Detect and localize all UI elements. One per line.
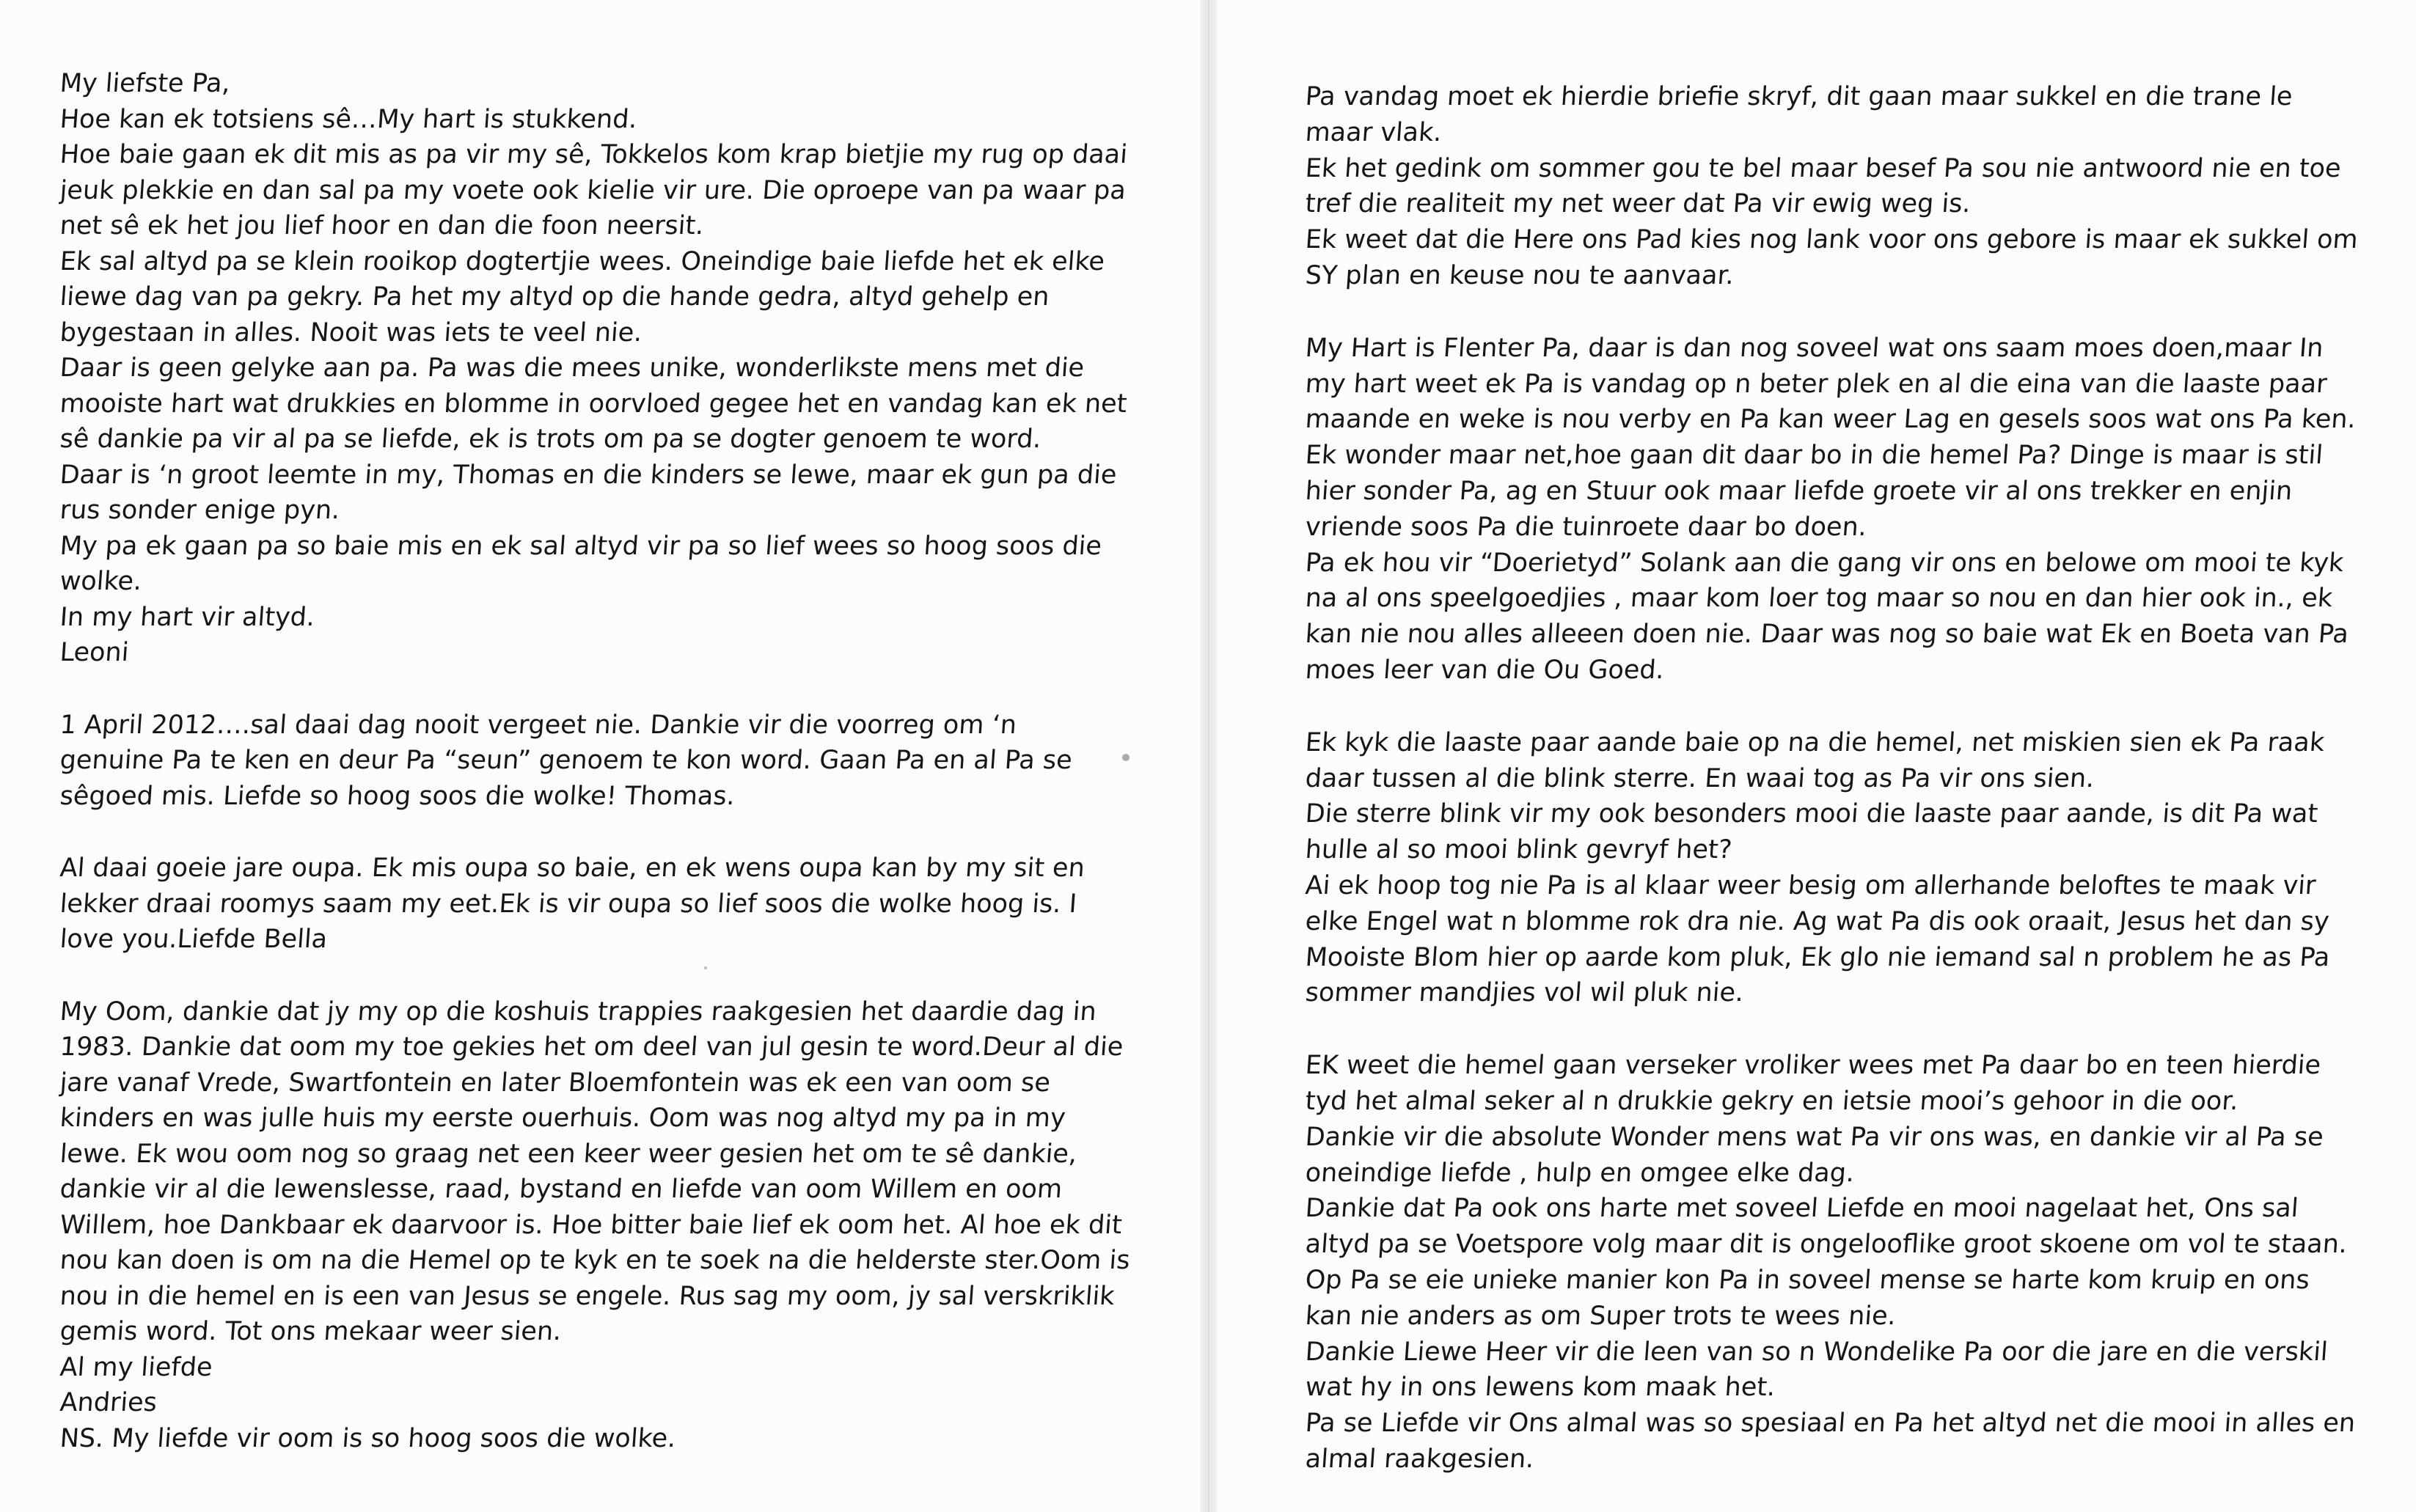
text-line: sê dankie pa vir al pa se liefde, ek is trots om pa se dogter genoem te word. — [59, 425, 1042, 454]
text-line: Andries — [59, 1388, 158, 1417]
paper-speck — [1122, 754, 1130, 761]
text-line: Op Pa se eie unieke manier kon Pa in soveel mense se harte kom kruip en ons — [1304, 1265, 2311, 1295]
text-line: My liefste Pa, — [59, 69, 232, 98]
tribute-paragraph — [59, 851, 1171, 958]
text-line: hulle al so mooi blink gevryf het? — [1304, 835, 1733, 865]
text-line: daar tussen al die blink sterre. En waai tog as Pa vir ons sien. — [1304, 763, 2095, 793]
text-line: Leoni — [59, 638, 130, 667]
page-fold — [1200, 0, 1218, 1512]
text-line: lewe. Ek wou oom nog so graag net een keer weer gesien het om te sê dankie, — [59, 1139, 1078, 1169]
text-line: 1983. Dankie dat oom my toe gekies het om deel van jul gesin te word.Deur al die — [59, 1032, 1124, 1062]
text-line: maar vlak. — [1304, 117, 1443, 147]
tribute-paragraph — [1304, 725, 2387, 1011]
text-line: kan nie anders as om Super trots te wees nie. — [1304, 1301, 1897, 1331]
text-line: SY plan en keuse nou te aanvaar. — [1304, 260, 1735, 290]
text-line: NS. My liefde vir oom is so hoog soos die wolke. — [59, 1423, 677, 1453]
text-line: Ek kyk die laaste paar aande baie op na die hemel, net miskien sien ek Pa raak — [1304, 727, 2326, 757]
text-line: my hart weet ek Pa is vandag op n beter plek en al die eina van die laaste paar — [1304, 369, 2328, 399]
text-line: Hoe kan ek totsiens sê…My hart is stukkend. — [59, 104, 638, 134]
text-line: na al ons speelgoedjies , maar kom loer tog maar so nou en dan hier ook in., ek — [1304, 584, 2334, 614]
text-line: Mooiste Blom hier op aarde kom pluk, Ek glo nie iemand sal n problem he as Pa — [1304, 942, 2331, 972]
text-line: genuine Pa te ken en deur Pa “seun” genoem te kon word. Gaan Pa en al Pa se — [59, 746, 1074, 775]
text-line: Dankie vir die absolute Wonder mens wat Pa vir ons was, en dankie vir al Pa se — [1304, 1122, 2325, 1152]
text-line: Ai ek hoop tog nie Pa is al klaar weer besig om allerhande beloftes te maak vir — [1304, 870, 2317, 900]
text-line: hier sonder Pa, ag en Stuur ook maar liefde groete vir al ons trekker en enjin — [1304, 476, 2294, 506]
text-line: Ek sal altyd pa se klein rooikop dogtertjie wees. Oneindige baie liefde het ek elke — [59, 246, 1106, 276]
tribute-paragraph — [59, 66, 1171, 671]
text-line: nou kan doen is om na die Hemel op te kyk en te soek na die helderste ster.Oom is — [59, 1246, 1131, 1275]
text-line: dankie vir al die lewenslesse, raad, bystand en liefde van oom Willem en oom — [59, 1175, 1064, 1204]
text-line: Pa ek hou vir “Doerietyd” Solank aan die gang vir ons en belowe om mooi te kyk — [1304, 548, 2345, 578]
text-line: Ek het gedink om sommer gou te bel maar besef Pa sou nie antwoord nie en toe — [1304, 153, 2343, 183]
text-line: love you.Liefde Bella — [59, 925, 329, 954]
text-line: lekker draai roomys saam my eet.Ek is vir oupa so lief soos die wolke hoog is. I — [59, 889, 1078, 919]
text-line: Dankie dat Pa ook ons harte met soveel Liefde en mooi nagelaat het, Ons sal — [1304, 1194, 2299, 1224]
tribute-paragraph — [59, 994, 1171, 1457]
text-line: gemis word. Tot ons mekaar weer sien. — [59, 1317, 563, 1346]
text-line: tyd het almal seker al n drukkie gekry en ietsie mooi’s gehoor in die oor. — [1304, 1086, 2240, 1116]
text-line: Al my liefde — [59, 1352, 213, 1382]
text-line: nou in die hemel en is een van Jesus se engele. Rus sag my oom, jy sal verskriklik — [59, 1281, 1116, 1311]
tribute-paragraph — [1304, 331, 2387, 689]
text-line: sêgoed mis. Liefde so hoog soos die wolke! Thomas. — [59, 781, 736, 811]
right-page — [1218, 0, 2416, 1512]
text-line: wat hy in ons lewens kom maak het. — [1304, 1373, 1776, 1403]
text-line: bygestaan in alles. Nooit was iets te veel nie. — [59, 318, 643, 348]
text-line: Daar is geen gelyke aan pa. Pa was die mees unike, wonderlikste mens met die — [59, 353, 1086, 383]
paper-speck — [704, 966, 707, 969]
text-line: moes leer van die Ou Goed. — [1304, 655, 1666, 685]
text-line: Pa vandag moet ek hierdie briefie skryf, dit gaan maar sukkel en die trane le — [1304, 82, 2294, 111]
tribute-paragraph — [59, 708, 1171, 815]
text-line: Die sterre blink vir my ook besonders mooi die laaste paar aande, is dit Pa wat — [1304, 799, 2319, 829]
text-line: Daar is ‘n groot leemte in my, Thomas en die kinders se lewe, maar ek gun pa die — [59, 460, 1118, 490]
text-line: In my hart vir altyd. — [59, 602, 316, 632]
text-line: almal raakgesien. — [1304, 1444, 1535, 1474]
text-line: 1 April 2012….sal daai dag nooit vergeet nie. Dankie vir die voorreg om ‘n — [59, 710, 1018, 740]
text-line: tref die realiteit my net weer dat Pa vir ewig weg is. — [1304, 189, 1972, 219]
text-line: My Oom, dankie dat jy my op die koshuis trappies raakgesien het daardie dag in — [59, 997, 1098, 1027]
text-line: Pa se Liefde vir Ons almal was so spesiaal en Pa het altyd net die mooi in alles en — [1304, 1409, 2357, 1439]
text-line: altyd pa se Voetspore volg maar dit is ongelooflike groot skoene om vol te staan. — [1304, 1230, 2349, 1260]
text-line: wolke. — [59, 567, 143, 596]
text-line: kinders en was julle huis my eerste ouerhuis. Oom was nog altyd my pa in my — [59, 1104, 1067, 1133]
left-page — [0, 0, 1200, 1512]
text-line: mooiste hart wat drukkies en blomme in oorvloed gegee het en vandag kan ek net — [59, 389, 1128, 419]
text-line: vriende soos Pa die tuinroete daar bo doen. — [1304, 512, 1868, 542]
text-line: My Hart is Flenter Pa, daar is dan nog soveel wat ons saam moes doen,maar In — [1304, 333, 2324, 363]
text-line: net sê ek het jou lief hoor en dan die foon neersit. — [59, 211, 705, 241]
text-line: Ek wonder maar net,hoe gaan dit daar bo in die hemel Pa? Dinge is maar is stil — [1304, 441, 2324, 471]
text-line: EK weet die hemel gaan verseker vroliker wees met Pa daar bo en teen hierdie — [1304, 1051, 2322, 1081]
text-line: liewe dag van pa gekry. Pa het my altyd op die hande gedra, altyd gehelp en — [59, 282, 1050, 312]
text-line: Hoe baie gaan ek dit mis as pa vir my sê, Tokkelos kom krap bietjie my rug op daai — [59, 140, 1129, 169]
text-line: Dankie Liewe Heer vir die leen van so n Wondelike Pa oor die jare en die verskil — [1304, 1337, 2329, 1367]
text-line: oneindige liefde , hulp en omgee elke dag. — [1304, 1158, 1856, 1188]
text-line: rus sonder enige pyn. — [59, 496, 341, 525]
text-line: jeuk plekkie en dan sal pa my voete ook kielie vir ure. Die oproepe van pa waar pa — [59, 175, 1127, 205]
text-line: jare vanaf Vrede, Swartfontein en later Bloemfontein was ek een van oom se — [59, 1068, 1052, 1098]
text-line: Al daai goeie jare oupa. Ek mis oupa so baie, en ek wens oupa kan by my sit en — [59, 854, 1086, 883]
text-line: sommer mandjies vol wil pluk nie. — [1304, 978, 1745, 1008]
text-line: Willem, hoe Dankbaar ek daarvoor is. Hoe bitter baie lief ek oom het. Al hoe ek dit — [59, 1210, 1124, 1240]
text-line: Ek weet dat die Here ons Pad kies nog lank voor ons gebore is maar ek sukkel om — [1304, 225, 2360, 255]
text-line: kan nie nou alles alleeen doen nie. Daar was nog so baie wat Ek en Boeta van Pa — [1304, 620, 2350, 650]
text-line: maande en weke is nou verby en Pa kan weer Lag en gesels soos wat ons Pa ken. — [1304, 405, 2357, 435]
tribute-paragraph — [1304, 1048, 2387, 1478]
text-line: elke Engel wat n blomme rok dra nie. Ag wat Pa dis ook oraait, Jesus het dan sy — [1304, 906, 2331, 936]
tribute-paragraph — [1304, 79, 2387, 294]
text-line: My pa ek gaan pa so baie mis en ek sal altyd vir pa so lief wees so hoog soos die — [59, 531, 1103, 561]
